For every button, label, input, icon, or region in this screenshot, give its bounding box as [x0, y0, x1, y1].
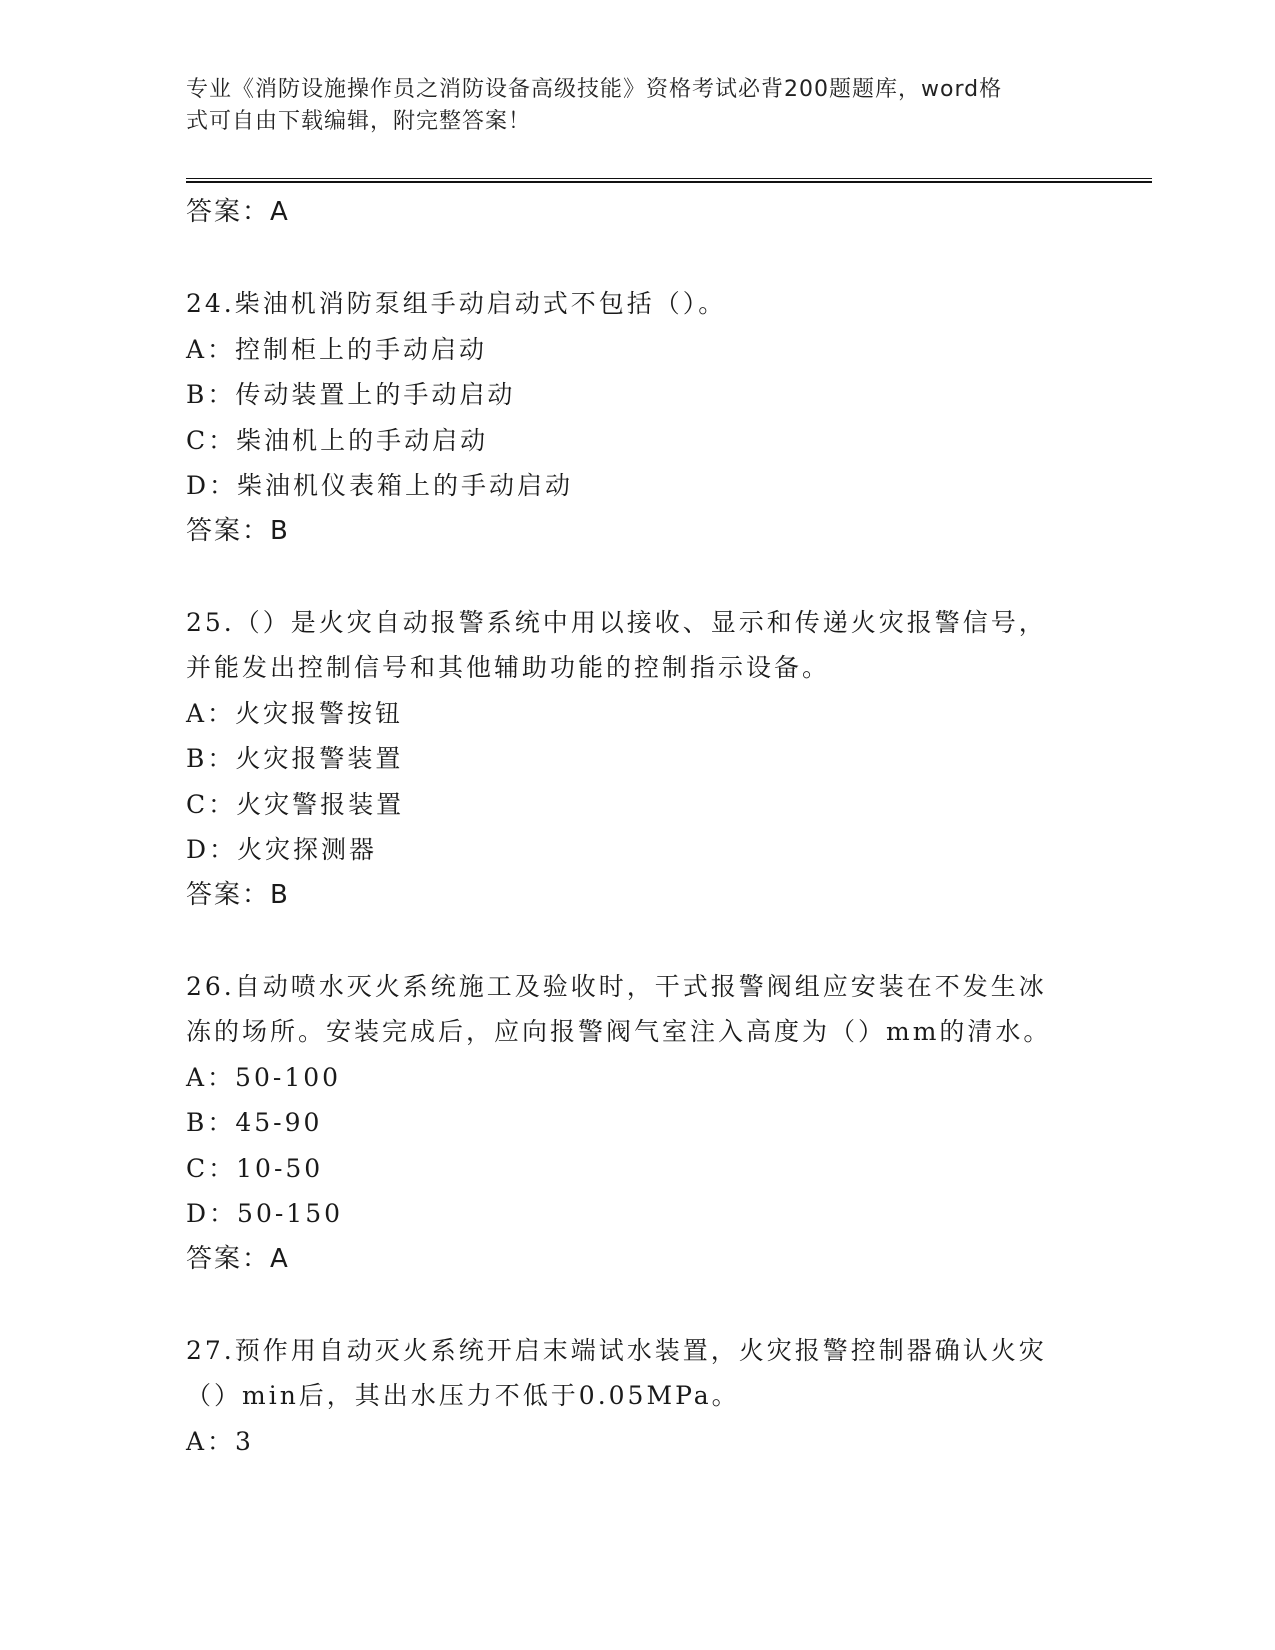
option-b: B：火灾报警装置 — [186, 744, 404, 773]
option-a: A：火灾报警按钮 — [186, 698, 404, 728]
question-stem-cont: 并能发出控制信号和其他辅助功能的控制指示设备。 — [186, 653, 831, 682]
option-a: A：50-100 — [186, 1062, 342, 1092]
option-c: C：火灾警报装置 — [186, 789, 405, 819]
option-a: A：控制柜上的手动启动 — [186, 334, 488, 364]
option-b: B：45-90 — [186, 1108, 323, 1137]
option-d: D：火灾探测器 — [186, 835, 378, 864]
header-line-2: 式可自由下载编辑，附完整答案！ — [186, 109, 532, 134]
spacer — [186, 1282, 1086, 1328]
spacer — [186, 918, 1086, 964]
question-stem: 26.自动喷水灭火系统施工及验收时，干式报警阀组应安装在不发生冰 — [186, 971, 1047, 1001]
spacer — [186, 554, 1086, 600]
question-list — [186, 190, 1086, 1464]
answer: 答案：A — [186, 1243, 290, 1274]
option-a: A：3 — [186, 1426, 254, 1456]
option-b: B：传动装置上的手动启动 — [186, 380, 516, 409]
answer: 答案：B — [186, 515, 290, 546]
question-26 — [186, 964, 1086, 1283]
question-stem-cont: （）min后，其出水压力不低于0.05MPa。 — [186, 1381, 740, 1410]
header-line-1: 专业《消防设施操作员之消防设备高级技能》资格考试必背200题题库，word格 — [186, 77, 1003, 102]
option-d: D：柴油机仪表箱上的手动启动 — [186, 471, 574, 500]
question-25 — [186, 600, 1086, 919]
option-c: C：柴油机上的手动启动 — [186, 425, 489, 455]
question-stem-cont: 冻的场所。安装完成后，应向报警阀气室注入高度为（）mm的清水。 — [186, 1017, 1052, 1046]
question-stem: 24.柴油机消防泵组手动启动式不包括（）。 — [186, 289, 727, 318]
question-stem: 27.预作用自动灭火系统开启末端试水装置，火灾报警控制器确认火灾 — [186, 1335, 1047, 1365]
header-divider — [186, 178, 1152, 183]
option-c: C：10-50 — [186, 1153, 324, 1183]
question-24 — [186, 281, 1086, 554]
spacer — [186, 236, 1086, 282]
question-27 — [186, 1328, 1086, 1465]
previous-answer: 答案：A — [186, 197, 290, 227]
question-stem: 25.（）是火灾自动报警系统中用以接收、显示和传递火灾报警信号， — [186, 607, 1047, 637]
option-d: D：50-150 — [186, 1199, 344, 1228]
answer: 答案：B — [186, 879, 290, 910]
document-header — [186, 74, 1086, 138]
